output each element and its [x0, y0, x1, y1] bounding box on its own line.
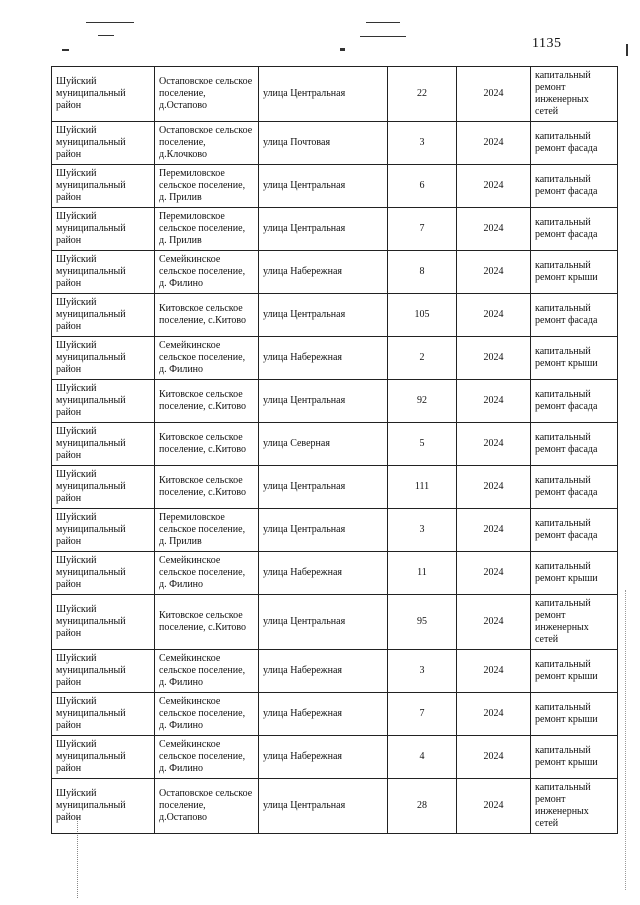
cell-street: улица Набережная	[259, 337, 388, 380]
cell-work: капитальный ремонт инженерных сетей	[531, 779, 618, 834]
cell-settlement: Китовское сельское поселение, с.Китово	[155, 423, 259, 466]
cell-year: 2024	[457, 337, 531, 380]
table-row	[52, 251, 618, 294]
cell-work: капитальный ремонт фасада	[531, 208, 618, 251]
cell-year: 2024	[457, 165, 531, 208]
scan-line-top-left-2	[98, 35, 114, 36]
cell-house: 11	[388, 552, 457, 595]
page-number: 1135	[532, 36, 562, 51]
cell-work: капитальный ремонт фасада	[531, 165, 618, 208]
scan-dot-right	[626, 44, 628, 56]
table-row	[52, 693, 618, 736]
cell-district: Шуйский муниципальный район	[52, 466, 155, 509]
cell-street: улица Набережная	[259, 552, 388, 595]
cell-street: улица Центральная	[259, 380, 388, 423]
cell-settlement: Семейкинское сельское поселение, д. Филино	[155, 552, 259, 595]
cell-house: 5	[388, 423, 457, 466]
cell-street: улица Центральная	[259, 67, 388, 122]
cell-settlement: Остаповское сельское поселение, д.Остапово	[155, 67, 259, 122]
cell-house: 7	[388, 693, 457, 736]
cell-district: Шуйский муниципальный район	[52, 509, 155, 552]
table-row	[52, 337, 618, 380]
cell-work: капитальный ремонт крыши	[531, 337, 618, 380]
cell-settlement: Перемиловское сельское поселение, д. Прилив	[155, 208, 259, 251]
cell-district: Шуйский муниципальный район	[52, 693, 155, 736]
cell-year: 2024	[457, 67, 531, 122]
cell-work: капитальный ремонт крыши	[531, 693, 618, 736]
cell-district: Шуйский муниципальный район	[52, 779, 155, 834]
cell-year: 2024	[457, 294, 531, 337]
cell-house: 92	[388, 380, 457, 423]
cell-year: 2024	[457, 736, 531, 779]
table-row	[52, 423, 618, 466]
cell-year: 2024	[457, 122, 531, 165]
cell-settlement: Семейкинское сельское поселение, д. Филино	[155, 251, 259, 294]
table-body	[52, 67, 618, 834]
cell-year: 2024	[457, 552, 531, 595]
cell-year: 2024	[457, 779, 531, 834]
cell-house: 4	[388, 736, 457, 779]
cell-settlement: Остаповское сельское поселение, д.Клочково	[155, 122, 259, 165]
table-row	[52, 122, 618, 165]
cell-settlement: Семейкинское сельское поселение, д. Филино	[155, 337, 259, 380]
cell-district: Шуйский муниципальный район	[52, 552, 155, 595]
cell-district: Шуйский муниципальный район	[52, 251, 155, 294]
cell-street: улица Центральная	[259, 595, 388, 650]
cell-settlement: Китовское сельское поселение, с.Китово	[155, 595, 259, 650]
cell-settlement: Китовское сельское поселение, с.Китово	[155, 294, 259, 337]
cell-street: улица Центральная	[259, 509, 388, 552]
cell-year: 2024	[457, 423, 531, 466]
cell-house: 7	[388, 208, 457, 251]
scan-edge-dots-right	[625, 590, 627, 890]
cell-district: Шуйский муниципальный район	[52, 208, 155, 251]
cell-settlement: Перемиловское сельское поселение, д. Прилив	[155, 165, 259, 208]
registry-table	[51, 66, 618, 834]
table-row	[52, 208, 618, 251]
cell-work: капитальный ремонт фасада	[531, 294, 618, 337]
scan-tick-left	[62, 49, 69, 51]
cell-street: улица Набережная	[259, 736, 388, 779]
cell-district: Шуйский муниципальный район	[52, 380, 155, 423]
table-row	[52, 67, 618, 122]
cell-work: капитальный ремонт фасада	[531, 122, 618, 165]
cell-work: капитальный ремонт крыши	[531, 650, 618, 693]
cell-year: 2024	[457, 380, 531, 423]
table-row	[52, 595, 618, 650]
cell-year: 2024	[457, 650, 531, 693]
cell-house: 22	[388, 67, 457, 122]
scan-line-top-center	[366, 22, 400, 23]
cell-street: улица Центральная	[259, 165, 388, 208]
cell-settlement: Китовское сельское поселение, с.Китово	[155, 380, 259, 423]
cell-work: капитальный ремонт фасада	[531, 509, 618, 552]
scan-line-top-left	[86, 22, 134, 23]
table-row	[52, 779, 618, 834]
cell-house: 3	[388, 650, 457, 693]
cell-district: Шуйский муниципальный район	[52, 294, 155, 337]
cell-work: капитальный ремонт инженерных сетей	[531, 595, 618, 650]
cell-work: капитальный ремонт крыши	[531, 736, 618, 779]
cell-house: 6	[388, 165, 457, 208]
cell-year: 2024	[457, 693, 531, 736]
cell-year: 2024	[457, 251, 531, 294]
cell-district: Шуйский муниципальный район	[52, 650, 155, 693]
table-row	[52, 165, 618, 208]
cell-year: 2024	[457, 509, 531, 552]
cell-house: 111	[388, 466, 457, 509]
cell-street: улица Почтовая	[259, 122, 388, 165]
cell-house: 3	[388, 509, 457, 552]
cell-settlement: Перемиловское сельское поселение, д. Прилив	[155, 509, 259, 552]
cell-year: 2024	[457, 595, 531, 650]
cell-year: 2024	[457, 208, 531, 251]
cell-house: 2	[388, 337, 457, 380]
table-row	[52, 736, 618, 779]
cell-house: 95	[388, 595, 457, 650]
cell-district: Шуйский муниципальный район	[52, 736, 155, 779]
cell-settlement: Семейкинское сельское поселение, д. Филино	[155, 736, 259, 779]
table-row	[52, 552, 618, 595]
cell-work: капитальный ремонт крыши	[531, 552, 618, 595]
scan-tick-center	[340, 48, 345, 51]
cell-work: капитальный ремонт крыши	[531, 251, 618, 294]
cell-work: капитальный ремонт фасада	[531, 466, 618, 509]
cell-street: улица Набережная	[259, 251, 388, 294]
cell-street: улица Центральная	[259, 466, 388, 509]
cell-district: Шуйский муниципальный район	[52, 337, 155, 380]
cell-settlement: Семейкинское сельское поселение, д. Филино	[155, 650, 259, 693]
table-row	[52, 380, 618, 423]
cell-street: улица Центральная	[259, 208, 388, 251]
cell-house: 28	[388, 779, 457, 834]
cell-settlement: Китовское сельское поселение, с.Китово	[155, 466, 259, 509]
cell-district: Шуйский муниципальный район	[52, 122, 155, 165]
cell-settlement: Остаповское сельское поселение, д.Остапово	[155, 779, 259, 834]
table-row	[52, 509, 618, 552]
cell-street: улица Центральная	[259, 779, 388, 834]
cell-street: улица Северная	[259, 423, 388, 466]
cell-house: 3	[388, 122, 457, 165]
cell-work: капитальный ремонт фасада	[531, 423, 618, 466]
cell-settlement: Семейкинское сельское поселение, д. Филино	[155, 693, 259, 736]
cell-work: капитальный ремонт фасада	[531, 380, 618, 423]
cell-house: 105	[388, 294, 457, 337]
cell-district: Шуйский муниципальный район	[52, 165, 155, 208]
table-row	[52, 650, 618, 693]
cell-house: 8	[388, 251, 457, 294]
cell-district: Шуйский муниципальный район	[52, 423, 155, 466]
cell-street: улица Центральная	[259, 294, 388, 337]
cell-district: Шуйский муниципальный район	[52, 67, 155, 122]
cell-street: улица Набережная	[259, 693, 388, 736]
cell-street: улица Набережная	[259, 650, 388, 693]
table-row	[52, 294, 618, 337]
cell-work: капитальный ремонт инженерных сетей	[531, 67, 618, 122]
scan-line-top-center-2	[360, 36, 406, 37]
cell-district: Шуйский муниципальный район	[52, 595, 155, 650]
table-row	[52, 466, 618, 509]
cell-year: 2024	[457, 466, 531, 509]
